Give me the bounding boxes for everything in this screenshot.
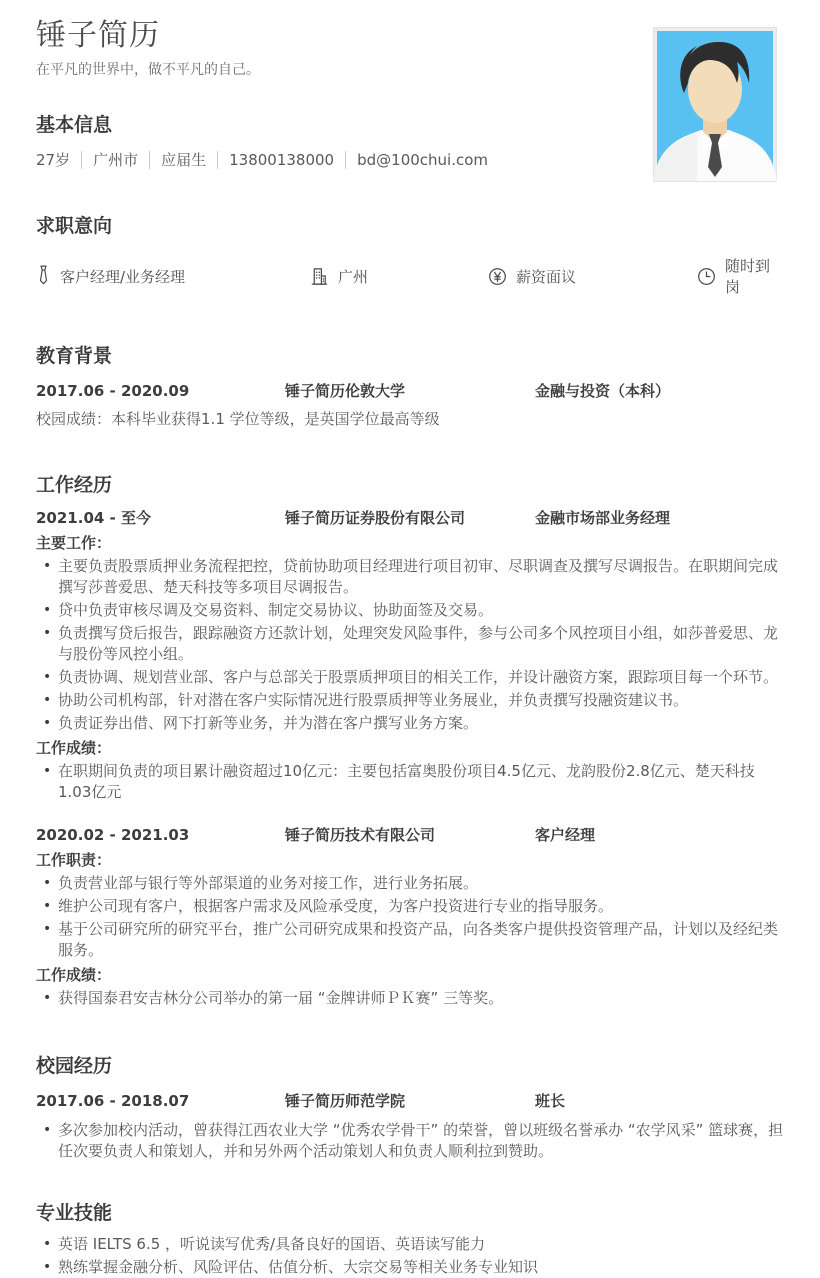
section-heading-skills: 专业技能 (36, 1202, 113, 1224)
basic-info-age: 27岁 (36, 151, 82, 169)
section-heading-work: 工作经历 (36, 474, 113, 496)
education-entry-row (36, 381, 784, 402)
list-item: • 负责协调、规划营业部、客户与总部关于股票质押项目的相关工作，并设计融资方案，跟踪项目每一个环节。 (36, 667, 784, 688)
list-item: • 协助公司机构部，针对潜在客户实际情况进行股票质押等业务展业，并负责撰写投融资建议书。 (36, 690, 784, 711)
work2-period: 2020.02 - 2021.03 (36, 826, 190, 844)
list-item: • 英语 IELTS 6.5 ，听说读写优秀/具备良好的国语、英语读写能力 (36, 1234, 784, 1255)
tagline: 在平凡的世界中，做不平凡的自己。 (36, 62, 260, 78)
intent-salary (488, 266, 697, 287)
basic-info-status: 应届生 (150, 151, 218, 169)
profile-photo (653, 27, 777, 182)
list-item: • 多次参加校内活动，曾获得江西农业大学 “优秀农学骨干” 的荣誉，曾以班级名誉承办 “农学风采” 篮球赛，担任次要负责人和策划人，并和另外两个活动策划人和负责人顺利拉到赞助。 (36, 1120, 784, 1162)
work1-period: 2021.04 - 至今 (36, 509, 151, 527)
work1-role: 金融市场部业务经理 (535, 509, 671, 527)
job-intent-row (36, 255, 784, 297)
list-item: • 在职期间负责的项目累计融资超过10亿元：主要包括富奥股份项目4.5亿元、龙韵股份2.8亿元、楚天科技1.03亿元 (36, 761, 784, 803)
list-item: • 负责撰写贷后报告，跟踪融资方还款计划，处理突发风险事件，参与公司多个风控项目小组，如莎普爱思、龙与股份等风控小组。 (36, 623, 784, 665)
clock-icon (697, 267, 716, 286)
list-item: • 贷中负责审核尽调及交易资料、制定交易协议、协助面签及交易。 (36, 600, 784, 621)
work1-group2-label: 工作成绩： (36, 739, 112, 757)
basic-info-email: bd@100chui.com (357, 151, 489, 169)
intent-availability-label: 随时到岗 (725, 257, 771, 296)
intent-position-label: 客户经理/业务经理 (60, 267, 186, 286)
work2-group1-label: 工作职责： (36, 851, 112, 869)
campus-org: 锤子简历师范学院 (285, 1092, 406, 1110)
campus-period: 2017.06 - 2018.07 (36, 1092, 190, 1110)
skills-bullets (36, 1234, 784, 1278)
section-heading-job-intent: 求职意向 (36, 215, 113, 237)
basic-info-phone: 13800138000 (218, 151, 346, 169)
list-item: • 负责营业部与银行等外部渠道的业务对接工作，进行业务拓展。 (36, 873, 784, 894)
section-heading-campus: 校园经历 (36, 1055, 113, 1077)
work2-company: 锤子简历技术有限公司 (285, 826, 436, 844)
work1-group1-label: 主要工作： (36, 534, 112, 552)
page-title: 锤子简历 (36, 18, 160, 53)
work2-role: 客户经理 (535, 826, 596, 844)
campus-entry-row (36, 1091, 784, 1112)
education-school: 锤子简历伦敦大学 (285, 382, 406, 400)
work2-group1-bullets (36, 873, 784, 961)
avatar-illustration (657, 31, 773, 178)
list-item: • 获得国泰君安吉林分公司举办的第一届 “金牌讲师ＰＫ赛” 三等奖。 (36, 988, 784, 1009)
work-entry-row (36, 825, 784, 846)
intent-salary-label: 薪资面议 (516, 267, 577, 286)
work1-group2-bullets (36, 761, 784, 803)
work-entry-row (36, 508, 784, 529)
basic-info-city: 广州市 (82, 151, 150, 169)
work1-group1-bullets (36, 556, 784, 734)
yuan-icon (488, 267, 507, 286)
education-major: 金融与投资（本科） (535, 382, 671, 400)
list-item: • 负责证券出借、网下打新等业务，并为潜在客户撰写业务方案。 (36, 713, 784, 734)
tie-icon (36, 265, 51, 287)
work1-company: 锤子简历证券股份有限公司 (285, 509, 466, 527)
list-item: • 主要负责股票质押业务流程把控，贷前协助项目经理进行项目初审、尽职调查及撰写尽调报告。在职期间完成撰写莎普爱思、楚天科技等多项目尽调报告。 (36, 556, 784, 598)
education-period: 2017.06 - 2020.09 (36, 382, 190, 400)
list-item: • 维护公司现有客户，根据客户需求及风险承受度，为客户投资进行专业的指导服务。 (36, 896, 784, 917)
building-icon (310, 267, 329, 286)
intent-city-label: 广州 (338, 267, 369, 286)
work2-group2-label: 工作成绩： (36, 966, 112, 984)
list-item: • 熟练掌握金融分析、风险评估、估值分析、大宗交易等相关业务专业知识 (36, 1257, 784, 1278)
work2-group2-bullets (36, 988, 784, 1009)
intent-availability (697, 255, 784, 297)
campus-bullets (36, 1120, 784, 1162)
section-heading-basic-info: 基本信息 (36, 114, 113, 136)
section-heading-education: 教育背景 (36, 345, 113, 367)
list-item: • 基于公司研究所的研究平台，推广公司研究成果和投资产品，向各类客户提供投资管理产品，计划以及经纪类服务。 (36, 919, 784, 961)
intent-city (310, 266, 488, 287)
intent-position (36, 265, 310, 287)
campus-role: 班长 (535, 1092, 566, 1110)
education-note: 校园成绩：本科毕业获得1.1 学位等级，是英国学位最高等级 (36, 410, 440, 428)
